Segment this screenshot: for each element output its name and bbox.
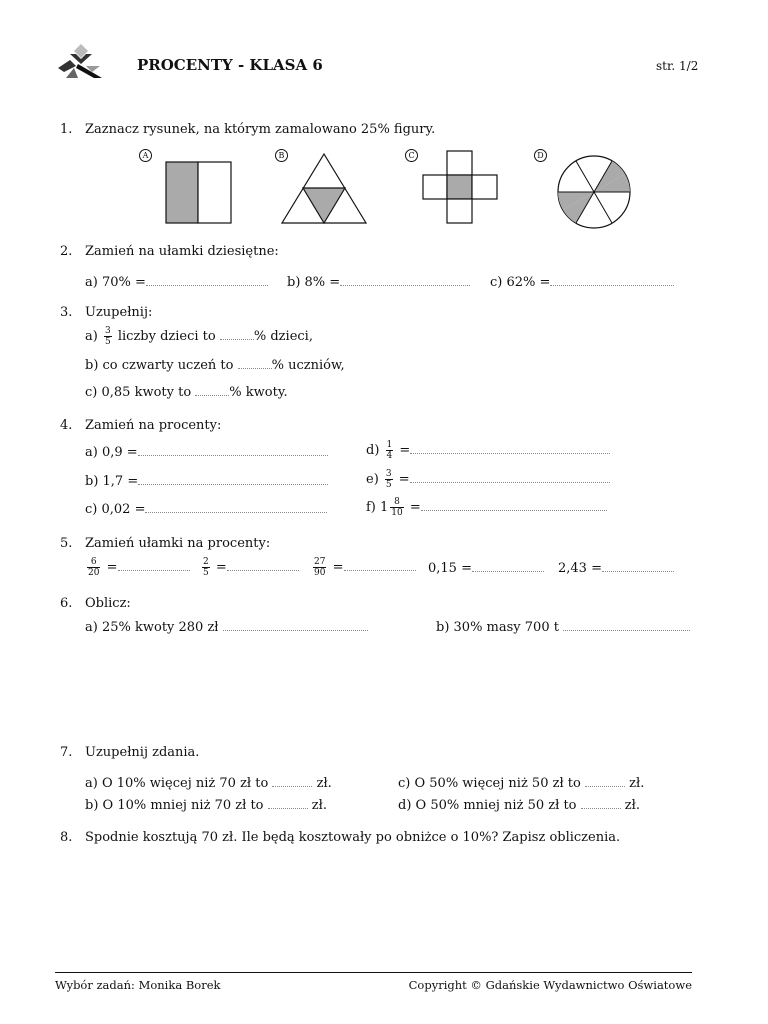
- q3-text: Uzupełnij:: [85, 305, 153, 320]
- q3-number: 3.: [60, 305, 73, 320]
- q7-c-unit: zł.: [629, 776, 645, 791]
- q5-value-4: 0,15 =: [428, 561, 472, 576]
- q3-c-end: % kwoty.: [229, 385, 288, 400]
- option-c-label[interactable]: C: [405, 149, 418, 162]
- q5-fraction-2: $\frac{2}{5}$: [203, 557, 209, 578]
- q2-a-label: a) 70% =: [85, 275, 146, 290]
- publisher-logo-icon: [56, 42, 106, 80]
- q4-e-answer[interactable]: [410, 481, 610, 483]
- q6-number: 6.: [60, 596, 73, 611]
- q2-b-answer[interactable]: [340, 284, 470, 286]
- q6-b-text: b) 30% masy 700 t: [436, 620, 559, 635]
- q6-a-text: a) 25% kwoty 280 zł: [85, 620, 219, 635]
- q3-c-answer[interactable]: [195, 394, 229, 396]
- q4-b-answer[interactable]: [138, 483, 328, 485]
- q7-b-text: b) O 10% mniej niż 70 zł to: [85, 798, 264, 813]
- q4-e-label: e): [366, 472, 379, 487]
- option-b-label[interactable]: B: [275, 149, 288, 162]
- q3-a-fraction: $\frac{3}{5}$: [104, 326, 111, 347]
- q3-c-text: c) 0,85 kwoty to: [85, 385, 192, 400]
- q5-equals-3: =: [332, 560, 344, 575]
- q7-d-text: d) O 50% mniej niż 50 zł to: [398, 798, 577, 813]
- q7-number: 7.: [60, 745, 73, 760]
- q5-answer-2[interactable]: [227, 569, 299, 571]
- q4-f-fraction: $\frac{8}{10}$: [391, 497, 403, 518]
- q8-number: 8.: [60, 830, 73, 845]
- q4-e-equals: =: [398, 472, 410, 487]
- q7-d-unit: zł.: [624, 798, 640, 813]
- q4-d-equals: =: [399, 443, 411, 458]
- figure-c-cross[interactable]: [421, 149, 501, 225]
- q7-a-unit: zł.: [316, 776, 332, 791]
- q4-number: 4.: [60, 418, 73, 433]
- q2-a-answer[interactable]: [146, 284, 268, 286]
- q5-answer-4[interactable]: [472, 570, 544, 572]
- q7-a-text: a) O 10% więcej niż 70 zł to: [85, 776, 269, 791]
- q7-c-answer[interactable]: [585, 785, 625, 787]
- q7-b-answer[interactable]: [268, 807, 308, 809]
- q2-text: Zamień na ułamki dziesiętne:: [85, 244, 279, 259]
- q4-d-answer[interactable]: [410, 452, 610, 454]
- q7-b-unit: zł.: [311, 798, 327, 813]
- q3-b-answer[interactable]: [238, 367, 272, 369]
- q5-equals-2: =: [215, 560, 227, 575]
- page-number: str. 1/2: [656, 59, 699, 73]
- q5-equals-1: =: [106, 560, 118, 575]
- figure-d-circle[interactable]: [555, 155, 633, 229]
- figure-b-triangle[interactable]: [280, 152, 370, 226]
- q3-a-answer[interactable]: [220, 338, 254, 340]
- q2-number: 2.: [60, 244, 73, 259]
- q3-a-prefix: a): [85, 329, 98, 344]
- q5-answer-1[interactable]: [118, 569, 190, 571]
- q2-b-label: b) 8% =: [287, 275, 341, 290]
- option-d-label[interactable]: D: [534, 149, 547, 162]
- q5-answer-5[interactable]: [602, 570, 674, 572]
- q2-c-label: c) 62% =: [490, 275, 551, 290]
- q4-f-label: f) 1: [366, 500, 389, 515]
- q5-fraction-1: $\frac{6}{20}$: [88, 557, 100, 578]
- figure-a-rectangle[interactable]: [164, 160, 234, 226]
- q4-b-label: b) 1,7 =: [85, 474, 139, 489]
- q4-e-fraction: $\frac{3}{5}$: [385, 469, 392, 490]
- q5-fraction-3: $\frac{27}{90}$: [314, 557, 326, 578]
- q3-b-end: % uczniów,: [271, 358, 345, 373]
- q5-number: 5.: [60, 536, 73, 551]
- q7-text: Uzupełnij zdania.: [85, 745, 200, 760]
- q4-a-answer[interactable]: [138, 454, 328, 456]
- q7-d-answer[interactable]: [581, 807, 621, 809]
- q6-text: Oblicz:: [85, 596, 131, 611]
- q4-c-label: c) 0,02 =: [85, 502, 146, 517]
- q5-answer-3[interactable]: [344, 569, 416, 571]
- q4-f-equals: =: [409, 500, 421, 515]
- q5-text: Zamień ułamki na procenty:: [85, 536, 271, 551]
- footer-copyright: Copyright © Gdańskie Wydawnictwo Oświatowe: [408, 978, 692, 992]
- q8-text: Spodnie kosztują 70 zł. Ile będą kosztowały po obniżce o 10%? Zapisz obliczenia.: [85, 830, 621, 845]
- q4-f-answer[interactable]: [421, 509, 607, 511]
- q5-value-5: 2,43 =: [558, 561, 602, 576]
- q2-c-answer[interactable]: [550, 284, 674, 286]
- footer-author: Wybór zadań: Monika Borek: [55, 978, 221, 992]
- q3-a-end: % dzieci,: [253, 329, 313, 344]
- q6-a-answer[interactable]: [223, 629, 368, 631]
- q7-c-text: c) O 50% więcej niż 50 zł to: [398, 776, 581, 791]
- q4-d-label: d): [366, 443, 380, 458]
- q4-c-answer[interactable]: [145, 511, 327, 513]
- page-title: PROCENTY - KLASA 6: [137, 56, 323, 74]
- footer-divider: [55, 972, 692, 973]
- q1-number: 1.: [60, 122, 73, 137]
- q3-b-text: b) co czwarty uczeń to: [85, 358, 234, 373]
- q6-b-answer[interactable]: [563, 629, 690, 631]
- q3-a-text: liczby dzieci to: [117, 329, 216, 344]
- q7-a-answer[interactable]: [272, 785, 312, 787]
- q4-a-label: a) 0,9 =: [85, 445, 138, 460]
- q1-text: Zaznacz rysunek, na którym zamalowano 25% figury.: [85, 122, 436, 137]
- q4-d-fraction: $\frac{1}{4}$: [386, 440, 393, 461]
- option-a-label[interactable]: A: [139, 149, 152, 162]
- q4-text: Zamień na procenty:: [85, 418, 222, 433]
